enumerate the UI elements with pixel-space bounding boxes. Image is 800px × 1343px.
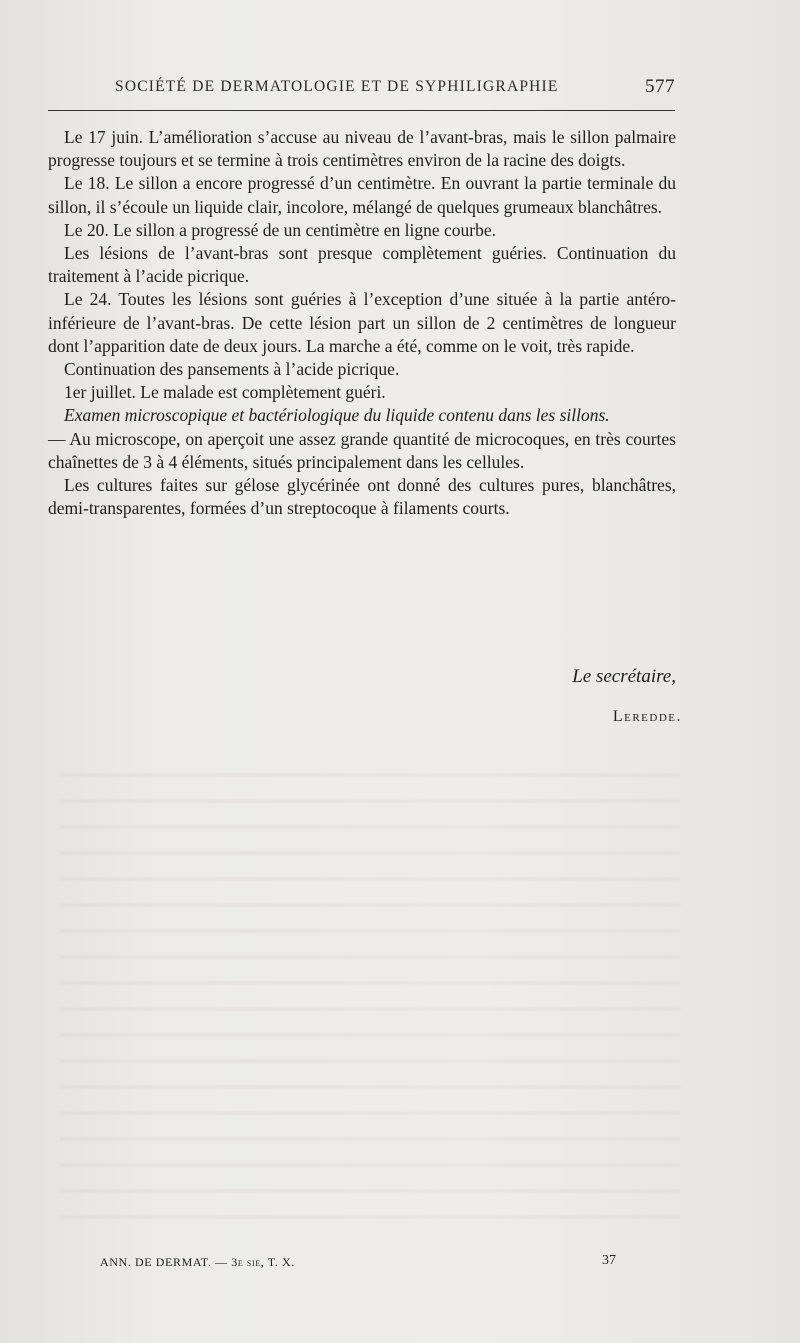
page-number: 577 [645, 76, 675, 97]
footer-signature-mark: 37 [602, 1253, 616, 1268]
paragraph-20: Le 20. Le sillon a progressé de un centimètre en ligne courbe. [64, 219, 496, 240]
body-text [48, 126, 676, 520]
paragraph-juillet: 1er juillet. Le malade est complètement guéri. [64, 382, 386, 403]
header-rule [48, 110, 675, 111]
header-title: SOCIÉTÉ DE DERMATOLOGIE ET DE SYPHILIGRAPHIE [115, 78, 559, 95]
running-header [115, 78, 675, 104]
author-name: Leredde. [612, 708, 682, 725]
signature-title: Le secrétaire, [572, 666, 676, 687]
show-through-texture [60, 760, 680, 1220]
paragraph-lesions: Les lésions de l’avant-bras sont presque complètement guéries. Continuation du traitement à l’acide picrique. [48, 243, 676, 287]
paragraph-18: Le 18. Le sillon a encore progressé d’un centimètre. En ouvrant la partie terminale du sillon, il s’écoule un liquide clair, incolore, mélangé de quelques grumeaux blanchâtres. [48, 173, 676, 217]
paragraph-cultures: Les cultures faites sur gélose glycérinée ont donné des cultures pures, blanchâtres, demi-transparentes, formées d’un streptocoque à filaments courts. [48, 475, 676, 519]
footer-journal: ANN. DE DERMAT. — 3e sie, T. X. [100, 1255, 295, 1269]
paragraph-continuation: Continuation des pansements à l’acide picrique. [64, 359, 400, 380]
paragraph-17-juin: Le 17 juin. L’amélioration s’accuse au niveau de l’avant-bras, mais le sillon palmaire progresse toujours et se termine à trois centimètres environ de la racine des doigts. [48, 127, 676, 171]
section-caption: Examen microscopique et bactériologique du liquide contenu dans les sillons. [64, 405, 610, 426]
paragraph-microscope: — Au microscope, on aperçoit une assez grande quantité de microcoques, en très courtes chaînettes de 3 à 4 éléments, situés principalement dans les cellules. [48, 428, 676, 472]
paragraph-24: Le 24. Toutes les lésions sont guéries à l’exception d’une située à la partie antéro-inférieure de l’avant-bras. De cette lésion part un sillon de 2 centimètres de longueur dont l’apparition date de deux jours. La marche a été, comme on le voit, très rapide. [48, 289, 676, 356]
